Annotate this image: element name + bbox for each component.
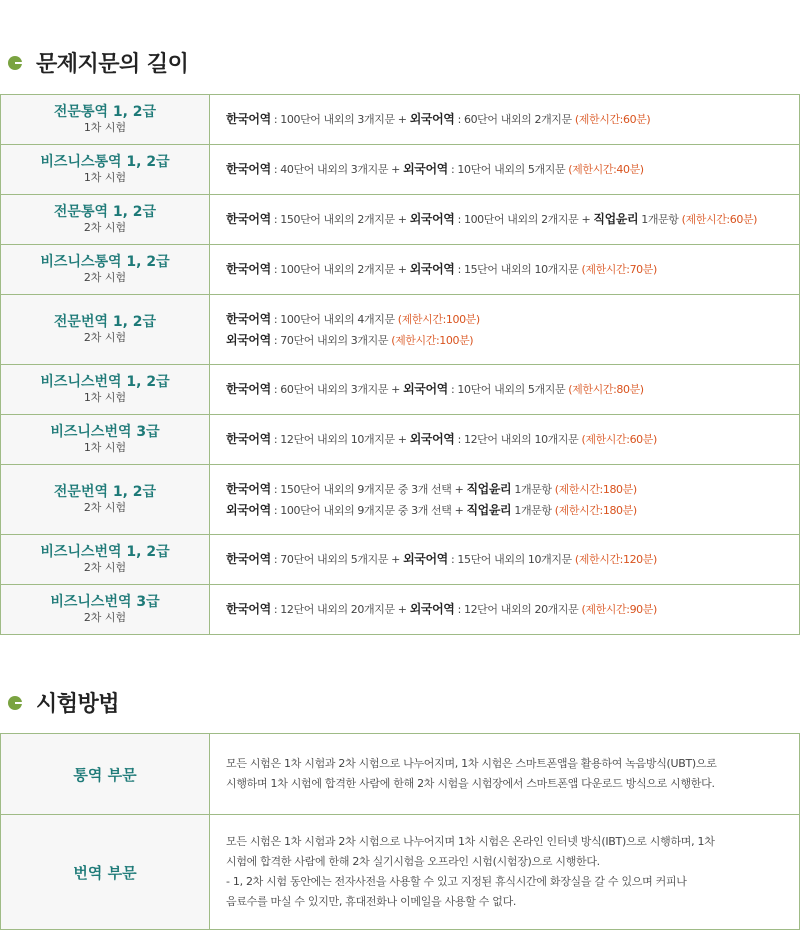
time-limit-text: (제한시간:100분): [391, 333, 474, 347]
passage-detail-text: : 12단어 내외의 20개지문: [454, 603, 582, 616]
exam-grade-cell: [1, 415, 210, 465]
exam-stage-label: 2차 시험: [83, 221, 127, 234]
method-description-line: 모든 시험은 1차 시험과 2차 시험으로 나누어지며, 1차 시험은 스마트폰앱을 활용하여 녹음방식(UBT)으로: [226, 757, 717, 770]
method-description-line: 시행하며 1차 시험에 합격한 사람에 한해 2차 시험을 시험장에서 스마트폰앱 다운로드 방식으로 시행한다.: [226, 777, 715, 790]
method-description-line: 시험에 합격한 사람에 한해 2차 실기시험을 오프라인 시험(시험장)으로 시행한다.: [226, 855, 600, 868]
passage-detail-text: : 150단어 내외의 2개지문 +: [270, 213, 410, 226]
table-row: [1, 535, 800, 585]
time-limit-text: (제한시간:100분): [397, 312, 480, 326]
description-line: [226, 379, 799, 400]
passage-detail-text: 1개문항: [511, 503, 555, 517]
exam-grade-name: 전문번역 1, 2급: [53, 484, 157, 500]
table-row: [1, 145, 800, 195]
exam-grade-cell: [1, 535, 210, 585]
direction-label: 한국어역: [226, 382, 271, 396]
passage-detail-text: : 12단어 내외의 10개지문 +: [270, 433, 410, 446]
exam-grade-cell: [1, 195, 210, 245]
exam-grade-cell: [1, 365, 210, 415]
passage-detail-text: : 100단어 내외의 2개지문 +: [270, 263, 410, 276]
passage-detail-text: : 60단어 내외의 2개지문: [454, 113, 575, 126]
time-limit-text: (제한시간:80분): [568, 383, 644, 396]
section-title-text: 시험방법: [36, 692, 120, 717]
time-limit-text: (제한시간:60분): [574, 113, 651, 126]
passage-detail-text: : 100단어 내외의 4개지문: [270, 312, 398, 326]
passage-description-cell: [210, 365, 800, 415]
section-title-length: [8, 47, 188, 78]
table-row: [1, 95, 800, 145]
direction-label: 외국어역: [226, 502, 271, 517]
passage-description-cell: [210, 415, 800, 465]
passage-length-table: [0, 94, 800, 635]
section-title-text: 문제지문의 길이: [36, 52, 189, 77]
table-row: [1, 365, 800, 415]
direction-label: 한국어역: [226, 212, 271, 226]
direction-label: 외국어역: [403, 382, 448, 396]
description-line: [226, 159, 799, 180]
exam-grade-name: 비즈니스번역 3급: [50, 424, 160, 440]
method-description-cell: [210, 734, 800, 815]
direction-label: 외국어역: [409, 602, 455, 616]
direction-label: 한국어역: [226, 602, 271, 616]
description-line: [226, 429, 799, 450]
table-row: [1, 585, 800, 635]
exam-grade-name: 비즈니스번역 1, 2급: [40, 374, 170, 390]
table-row: [1, 815, 800, 930]
exam-grade-name: 전문통역 1, 2급: [53, 204, 157, 220]
direction-label: 외국어역: [226, 332, 271, 347]
exam-grade-cell: [1, 245, 210, 295]
description-line: [226, 500, 799, 521]
description-line: [226, 479, 799, 500]
direction-label: 한국어역: [226, 311, 271, 326]
time-limit-text: (제한시간:90분): [581, 603, 657, 616]
direction-label: 외국어역: [409, 262, 455, 276]
passage-description-cell: [210, 145, 800, 195]
exam-grade-cell: [1, 95, 210, 145]
passage-description-cell: [210, 465, 800, 535]
direction-label: 한국어역: [226, 432, 271, 446]
passage-detail-text: 1개문항: [511, 482, 555, 496]
table-row: [1, 734, 800, 815]
direction-label: 한국어역: [226, 262, 271, 276]
green-bullet-icon: [8, 696, 22, 710]
method-description-line: 모든 시험은 1차 시험과 2차 시험으로 나누어지며 1차 시험은 온라인 인터넷 방식(IBT)으로 시행하며, 1차: [226, 835, 715, 848]
table-row: [1, 295, 800, 365]
passage-detail-text: : 40단어 내외의 3개지문 +: [270, 163, 404, 176]
passage-description-cell: [210, 295, 800, 365]
exam-stage-label: 1차 시험: [83, 441, 127, 454]
exam-grade-cell: [1, 585, 210, 635]
exam-stage-label: 1차 시험: [83, 121, 127, 134]
passage-detail-text: : 15단어 내외의 10개지문: [447, 553, 575, 566]
passage-detail-text: : 10단어 내외의 5개지문: [447, 383, 569, 396]
direction-label: 외국어역: [403, 552, 448, 566]
time-limit-text: (제한시간:40분): [568, 163, 644, 176]
direction-label: 외국어역: [409, 112, 455, 126]
table-row: [1, 245, 800, 295]
passage-detail-text: : 150단어 내외의 9개지문 중 3개 선택 +: [270, 482, 467, 496]
passage-detail-text: : 10단어 내외의 5개지문: [447, 163, 569, 176]
table-row: [1, 465, 800, 535]
method-category: 번역 부문: [1, 815, 210, 930]
method-category: 통역 부문: [1, 734, 210, 815]
exam-stage-label: 2차 시험: [83, 271, 127, 284]
passage-detail-text: : 100단어 내외의 9개지문 중 3개 선택 +: [270, 503, 467, 517]
passage-detail-text: 1개문항: [638, 213, 682, 226]
exam-grade-cell: [1, 465, 210, 535]
exam-grade-name: 비즈니스통역 1, 2급: [40, 154, 170, 170]
passage-detail-text: : 12단어 내외의 10개지문: [454, 433, 582, 446]
passage-detail-text: : 60단어 내외의 3개지문 +: [270, 383, 404, 396]
description-line: [226, 330, 799, 351]
table-row: [1, 195, 800, 245]
exam-grade-name: 비즈니스통역 1, 2급: [40, 254, 170, 270]
description-line: [226, 599, 799, 620]
time-limit-text: (제한시간:180분): [554, 482, 637, 496]
direction-label: 한국어역: [226, 162, 271, 176]
exam-grade-name: 전문번역 1, 2급: [53, 314, 157, 330]
exam-stage-label: 2차 시험: [83, 331, 127, 344]
exam-grade-name: 비즈니스번역 3급: [50, 594, 160, 610]
passage-description-cell: [210, 585, 800, 635]
direction-label: 한국어역: [226, 112, 271, 126]
method-description-line: - 1, 2차 시험 동안에는 전자사전을 사용할 수 있고 지정된 휴식시간에 화장실을 갈 수 있으며 커피나: [226, 875, 687, 888]
direction-label: 외국어역: [409, 432, 455, 446]
time-limit-text: (제한시간:70분): [581, 263, 657, 276]
exam-stage-label: 2차 시험: [83, 561, 127, 574]
time-limit-text: (제한시간:180분): [554, 503, 637, 517]
passage-detail-text: : 70단어 내외의 5개지문 +: [270, 553, 404, 566]
table-row: [1, 415, 800, 465]
passage-detail-text: : 15단어 내외의 10개지문: [454, 263, 582, 276]
exam-grade-cell: [1, 295, 210, 365]
passage-description-cell: [210, 95, 800, 145]
exam-stage-label: 2차 시험: [83, 501, 127, 514]
method-description-line: 음료수를 마실 수 있지만, 휴대전화나 이메일을 사용할 수 없다.: [226, 895, 517, 908]
direction-label: 한국어역: [226, 481, 271, 496]
description-line: [226, 259, 799, 280]
direction-label: 한국어역: [226, 552, 271, 566]
green-bullet-icon: [8, 56, 22, 70]
description-line: [226, 209, 799, 230]
description-line: [226, 109, 799, 130]
passage-detail-text: : 100단어 내외의 2개지문 +: [454, 213, 594, 226]
passage-description-cell: [210, 245, 800, 295]
exam-stage-label: 1차 시험: [83, 391, 127, 404]
description-line: [226, 549, 799, 570]
direction-label: 직업윤리: [466, 502, 512, 517]
section-title-method: [8, 687, 119, 718]
passage-detail-text: : 12단어 내외의 20개지문 +: [270, 603, 410, 616]
method-description-cell: [210, 815, 800, 930]
exam-method-table: [0, 733, 800, 930]
time-limit-text: (제한시간:60분): [681, 213, 758, 226]
direction-label: 직업윤리: [593, 212, 639, 226]
passage-detail-text: : 100단어 내외의 3개지문 +: [270, 113, 410, 126]
exam-stage-label: 2차 시험: [83, 611, 127, 624]
direction-label: 외국어역: [403, 162, 448, 176]
exam-grade-name: 비즈니스번역 1, 2급: [40, 544, 170, 560]
passage-detail-text: : 70단어 내외의 3개지문: [270, 333, 392, 347]
exam-grade-name: 전문통역 1, 2급: [53, 104, 157, 120]
time-limit-text: (제한시간:60분): [581, 433, 657, 446]
description-line: [226, 309, 799, 330]
exam-stage-label: 1차 시험: [83, 171, 127, 184]
exam-grade-cell: [1, 145, 210, 195]
direction-label: 외국어역: [409, 212, 455, 226]
passage-description-cell: [210, 195, 800, 245]
passage-description-cell: [210, 535, 800, 585]
direction-label: 직업윤리: [466, 481, 512, 496]
time-limit-text: (제한시간:120분): [574, 553, 657, 566]
